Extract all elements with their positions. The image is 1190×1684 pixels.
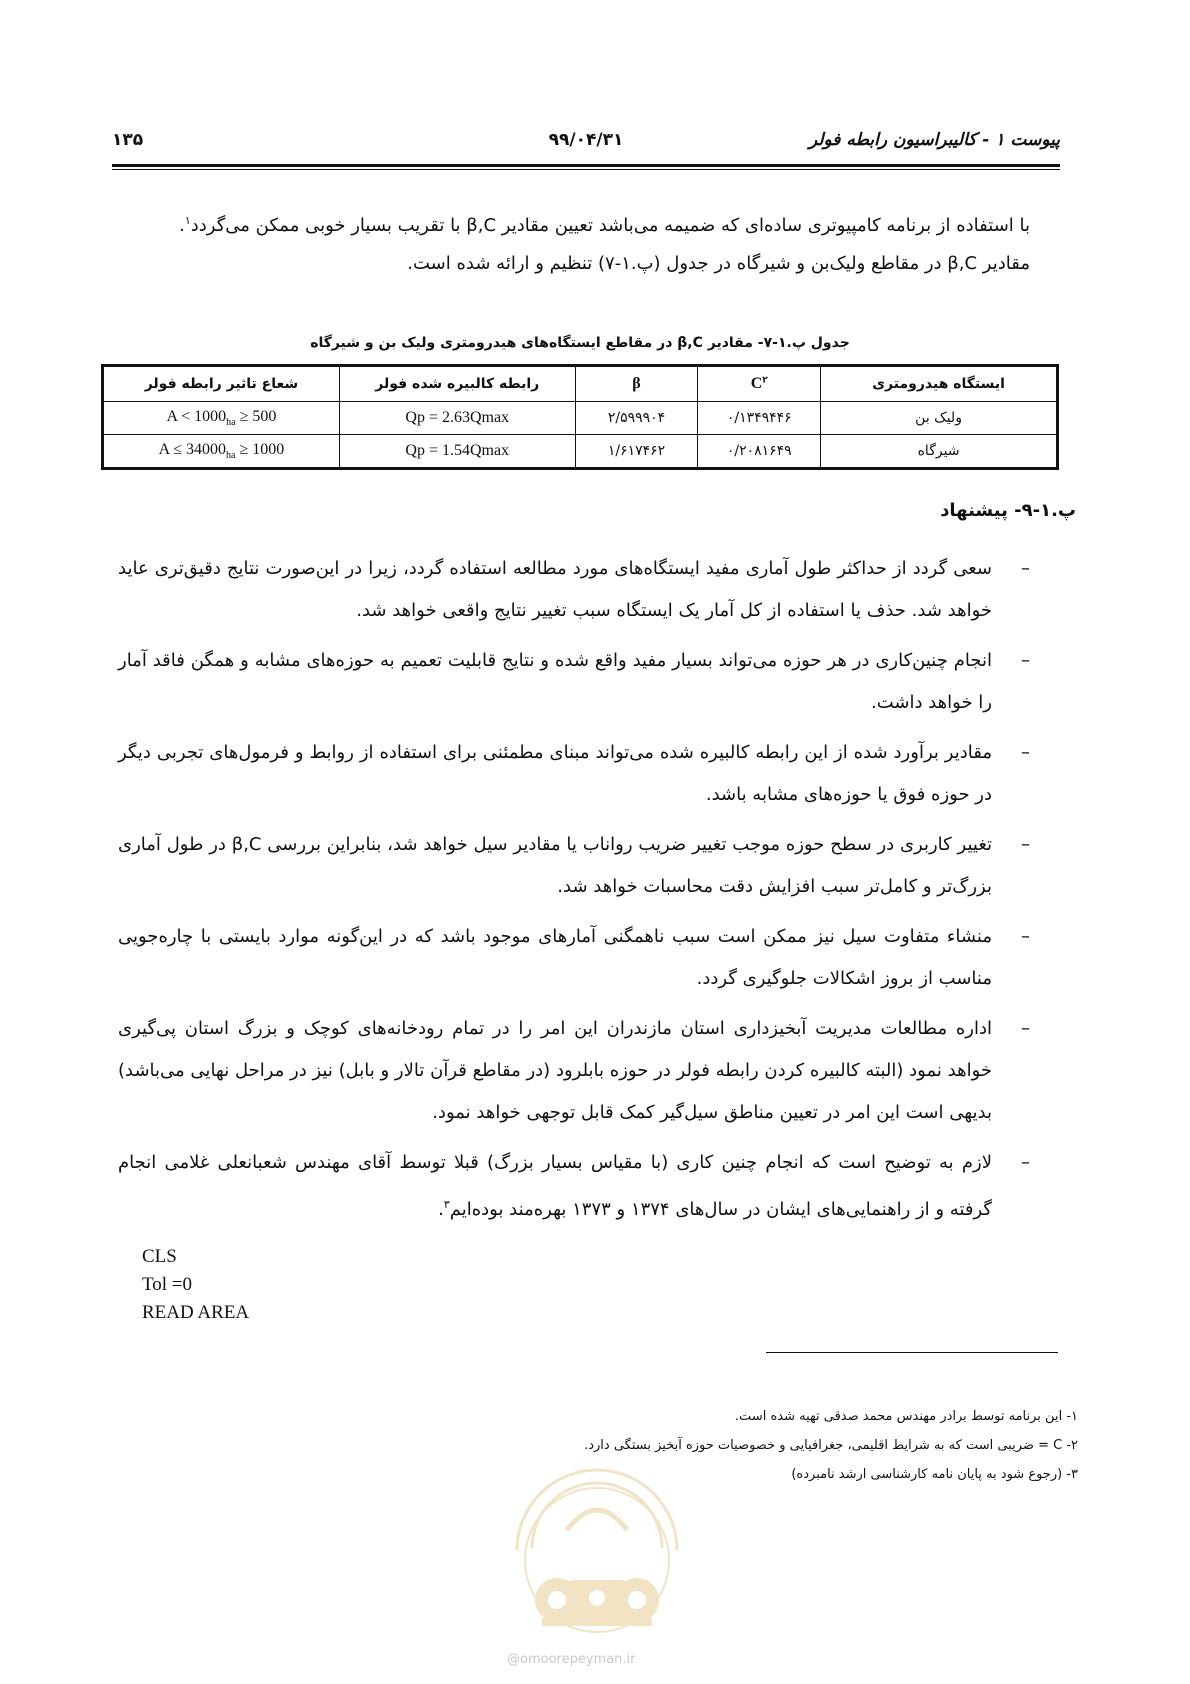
table-row xyxy=(103,435,1058,469)
footnote-ref-1: ۱ xyxy=(184,214,191,227)
header-rule-thick xyxy=(112,164,1060,167)
code-line: CLS xyxy=(142,1246,177,1267)
watermark-seal-icon xyxy=(497,1430,697,1645)
header-formula: رابطه کالبیره شده فولر xyxy=(339,366,575,402)
cell-range: $1000 \le A \le 34000_{ha}$ xyxy=(103,435,340,469)
code-line: Tol =0 xyxy=(142,1274,193,1295)
section-heading: پ.۱-۹- پیشنهاد xyxy=(940,500,1076,521)
footnote: ۳- (رجوع شود به پایان نامه کارشناسی ارشد نامبرده) xyxy=(791,1467,1078,1482)
list-item: – تغییر کاربری در سطح حوزه موجب تغییر ضریب رواناب یا مقادیر سیل خواهد شد، بنابراین بررسی β,C در طول آماری بزرگ‌تر و کامل‌تر سبب افزایش دقت محاسبات خواهد شد. xyxy=(118,824,1030,908)
dash-bullet: – xyxy=(1021,1152,1030,1173)
list-item: – مقادیر برآورد شده از این رابطه کالبیره شده می‌تواند مبنای مطمئنی برای استفاده از روابط و فرمول‌های تجربی دیگر در حوزه فوق یا حوزه‌های مشابه باشد. xyxy=(118,732,1030,816)
intro-line-1-text: با استفاده از برنامه کامپیوتری ساده‌ای که ضمیمه می‌باشد تعیین مقادیر β,C با تقریب بسیار خوبی ممکن می‌گردد xyxy=(190,215,1030,236)
footnote: ۱- این برنامه توسط برادر مهندس محمد صدقی تهیه شده است. xyxy=(734,1409,1078,1424)
dash-bullet: – xyxy=(1021,650,1030,671)
cell-formula: Qp = 2.63Qmax xyxy=(339,402,575,435)
header-title: پیوست ۱ - کالیبراسیون رابطه فولر xyxy=(808,130,1060,150)
header-rule-thin xyxy=(112,169,1060,170)
cell-c: ۰/۲۰۸۱۶۴۹ xyxy=(698,435,821,469)
watermark-site: @omoorepeyman.ir xyxy=(507,1652,636,1667)
intro-line-2: مقادیر β,C در مقاطع ولیک‌بن و شیرگاه در جدول (پ.۱-۷) تنظیم و ارائه شده است. xyxy=(407,253,1030,274)
intro-line-1: با استفاده از برنامه کامپیوتری ساده‌ای که ضمیمه می‌باشد تعیین مقادیر β,C با تقریب بسیار خوبی ممکن می‌گردد$^۱$. xyxy=(179,214,1030,236)
dash-bullet: – xyxy=(1021,1018,1030,1039)
table-caption: جدول پ.۱-۷- مقادیر β,C در مقاطع ایستگاه‌های هیدرومتری ولیک بن و شیرگاه xyxy=(310,335,850,351)
dash-bullet: – xyxy=(1021,558,1030,579)
header-range: شعاع تاثیر رابطه فولر xyxy=(103,366,340,402)
page-header xyxy=(112,124,1060,154)
cell-beta: ۲/۵۹۹۹۰۴ xyxy=(575,402,698,435)
dash-bullet: – xyxy=(1021,926,1030,947)
header-c: $C^۲$ xyxy=(698,366,821,402)
cell-station: شیرگاه xyxy=(821,435,1058,469)
table-header-row xyxy=(103,366,1058,402)
dash-bullet: – xyxy=(1021,742,1030,763)
list-item: – اداره مطالعات مدیریت آبخیزداری استان مازندران این امر را در تمام رودخانه‌های کوچک و بزرگ استان پی‌گیری خواهد نمود (البته کالبیره کردن رابطه فولر در حوزه بابلرود (در مقاطع قرآن تالار و بابل) نیز در مراحل نهایی می‌باشد) بدیهی است این امر در تعیین مناطق سیل‌گیر کمک قابل توجهی خواهد نمود. xyxy=(118,1008,1030,1134)
table-row xyxy=(103,402,1058,435)
list-item: – سعی گردد از حداکثر طول آماری مفید ایستگاه‌های مورد مطالعه استفاده گردد، زیرا در این‌صورت نتایج دقیق‌تری عاید خواهد شد. حذف یا استفاده از کل آمار یک ایستگاه سبب تغییر نتایج واقعی خواهد شد. xyxy=(118,548,1030,632)
cell-c: ۰/۱۳۴۹۴۴۶ xyxy=(698,402,821,435)
list-item: – منشاء متفاوت سیل نیز ممکن است سبب ناهمگنی آمارهای موجود باشد که در این‌گونه موارد بایستی با چاره‌جویی مناسب از بروز اشکالات جلوگیری گردد. xyxy=(118,916,1030,1000)
page-number: ۱۳۵ xyxy=(112,130,144,150)
list-item: – لازم به توضیح است که انجام چنین کاری (با مقیاس بسیار بزرگ) قبلا توسط آقای مهندس شعبانعلی غلامی انجام گرفته و از راهنمایی‌های ایشان در سال‌های ۱۳۷۴ و ۱۳۷۳ بهره‌مند بوده‌ایم$^۳$. xyxy=(118,1142,1030,1231)
footnote-separator xyxy=(766,1352,1058,1353)
code-snippet xyxy=(142,1243,249,1327)
footnote: ۲- C = ضریبی است که به شرایط اقلیمی، جغرافیایی و خصوصیات حوزه آبخیز بستگی دارد. xyxy=(584,1438,1078,1453)
beta-c-table xyxy=(101,364,1059,470)
header-beta: β xyxy=(575,366,698,402)
dash-bullet: – xyxy=(1021,834,1030,855)
header-date: ۹۹/۰۴/۳۱ xyxy=(548,130,624,150)
cell-station: ولیک بن xyxy=(821,402,1058,435)
cell-range: $500 \le A < 1000_{ha}$ xyxy=(103,402,340,435)
code-line: READ AREA xyxy=(142,1302,250,1323)
footnote-ref-3: ۳ xyxy=(443,1198,450,1211)
list-item: – انجام چنین‌کاری در هر حوزه می‌تواند بسیار مفید واقع شده و نتایج قابلیت تعمیم به حوزه‌های مشابه و همگن فاقد آمار را خواهد داشت. xyxy=(118,640,1030,724)
cell-beta: ۱/۶۱۷۴۶۲ xyxy=(575,435,698,469)
recommendation-list xyxy=(118,548,1030,1239)
cell-formula: Qp = 1.54Qmax xyxy=(339,435,575,469)
header-station: ایستگاه هیدرومتری xyxy=(821,366,1058,402)
